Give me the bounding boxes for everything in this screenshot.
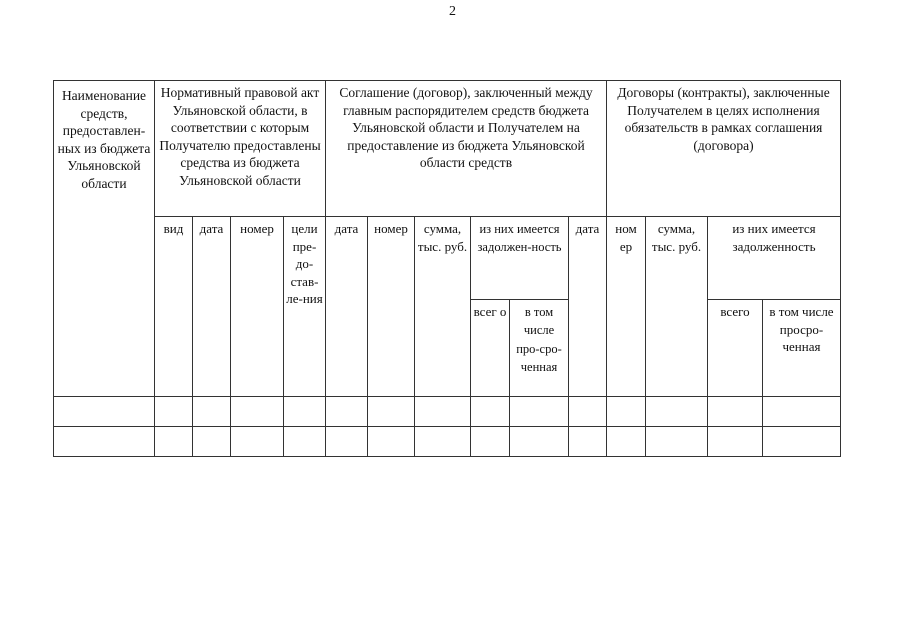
header-normative-act: Нормативный правовой акт Ульяновской области, в соответствии с которым Получателю предоставлены средства из бюджета Ульяновской области (155, 81, 326, 217)
page-number: 2 (449, 4, 456, 19)
table-cell (155, 397, 193, 427)
table-cell (569, 397, 607, 427)
table-cell (607, 397, 646, 427)
table-cell (471, 397, 510, 427)
agreement-debt-overdue-header: в том числе про-сро-ченная (510, 300, 569, 397)
act-kind-header: вид (155, 217, 193, 397)
header-funds-name: Наименование средств, предоставлен-ных из бюджета Ульяновской области (54, 81, 155, 397)
table-cell (708, 397, 763, 427)
data-row-1 (54, 397, 841, 427)
table-cell (54, 397, 155, 427)
table-cell (510, 397, 569, 427)
header-row-main (54, 81, 841, 217)
table-cell (231, 427, 284, 457)
contract-debt-total-header: всего (708, 300, 763, 397)
act-purpose-header: цели пре-до-став-ле-ния (284, 217, 326, 397)
agreement-debt-total-header: всег о (471, 300, 510, 397)
contract-debt-overdue-header: в том числе просро-ченная (763, 300, 841, 397)
agreement-number-header: номер (368, 217, 415, 397)
report-table (53, 80, 841, 457)
table-cell (193, 427, 231, 457)
header-row-columns (54, 217, 841, 300)
table-cell (646, 427, 708, 457)
table-cell (284, 427, 326, 457)
table-cell (284, 397, 326, 427)
contract-number-header: ном ер (607, 217, 646, 397)
agreement-date-header: дата (326, 217, 368, 397)
agreement-sum-header: сумма, тыс. руб. (415, 217, 471, 397)
table-cell (155, 427, 193, 457)
table-cell (415, 427, 471, 457)
table-cell (607, 427, 646, 457)
table-cell (326, 397, 368, 427)
act-date-header: дата (193, 217, 231, 397)
table-cell (193, 397, 231, 427)
header-agreement: Соглашение (договор), заключенный между главным распорядителем средств бюджета Ульяновской области и Получателем на предоставление из бюджета Ульяновской области средств (326, 81, 607, 217)
table-cell (708, 427, 763, 457)
contract-debt-header: из них имеется задолженность (708, 217, 841, 300)
table-cell (510, 427, 569, 457)
agreement-debt-header: из них имеется задолжен-ность (471, 217, 569, 300)
contract-date-header: дата (569, 217, 607, 397)
table-cell (368, 397, 415, 427)
data-row-2 (54, 427, 841, 457)
table-cell (368, 427, 415, 457)
table-cell (569, 427, 607, 457)
table-cell (646, 397, 708, 427)
contract-sum-header: сумма, тыс. руб. (646, 217, 708, 397)
table-cell (763, 427, 841, 457)
table-cell (326, 427, 368, 457)
table-cell (763, 397, 841, 427)
table-cell (471, 427, 510, 457)
table-cell (415, 397, 471, 427)
act-number-header: номер (231, 217, 284, 397)
table-cell (231, 397, 284, 427)
table-cell (54, 427, 155, 457)
header-contracts: Договоры (контракты), заключенные Получателем в целях исполнения обязательств в рамках соглашения (договора) (607, 81, 841, 217)
